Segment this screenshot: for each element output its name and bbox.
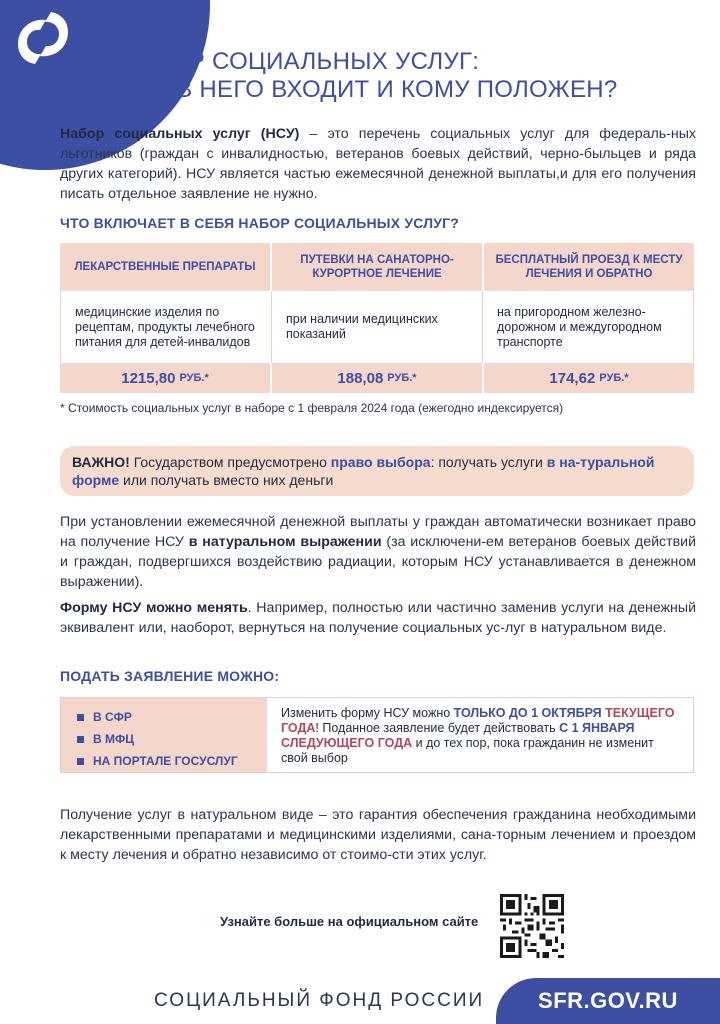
important-callout	[60, 446, 694, 496]
note-highlight-3: С 1 ЯНВАРЯ	[559, 721, 635, 735]
services-heading: ЧТО ВКЛЮЧАЕТ В СЕБЯ НАБОР СОЦИАЛЬНЫХ УСЛУГ?	[60, 215, 460, 231]
title-line-2: ЧТО В НЕГО ВХОДИТ И КОМУ ПОЛОЖЕН?	[120, 76, 618, 103]
apply-place-label: НА ПОРТАЛЕ ГОСУСЛУГ	[93, 754, 238, 768]
service-desc-sanatorium: при наличии медицинских показаний	[272, 291, 483, 363]
service-title-travel: БЕСПЛАТНЫЙ ПРОЕЗД К МЕСТУ ЛЕЧЕНИЯ И ОБРАТНО	[484, 243, 694, 291]
service-price-sanatorium	[272, 363, 484, 393]
square-bullet-icon	[77, 714, 84, 721]
qr-caption: Узнайте больше на официальном сайте	[220, 914, 479, 929]
note-text-3: и до тех пор, пока гражданин не изменит свой выбор	[281, 736, 654, 765]
service-title-drugs: ЛЕКАРСТВЕННЫЕ ПРЕПАРАТЫ	[60, 243, 272, 291]
note-text-2: ! Поданное заявление будет действовать	[315, 721, 560, 735]
apply-deadline-note	[267, 698, 693, 772]
apply-place-label: В МФЦ	[93, 732, 135, 746]
apply-place-gosuslugi	[77, 750, 267, 772]
para2-text-1: При установлении ежемесячной денежной выплаты у граждан автоматически возникает право на получение НСУ	[60, 514, 696, 550]
apply-place-sfr	[77, 706, 267, 728]
services-desc-row	[60, 291, 694, 363]
title-line-1: НАБОР СОЦИАЛЬНЫХ УСЛУГ:	[120, 48, 480, 75]
apply-heading: ПОДАТЬ ЗАЯВЛЕНИЕ МОЖНО:	[60, 668, 280, 684]
price-footnote: * Стоимость социальных услуг в наборе с 1 февраля 2024 года (ежегодно индексируется)	[60, 401, 564, 415]
price-unit: РУБ.*	[387, 372, 417, 384]
important-text-2: : получать услуги	[430, 454, 547, 470]
para3-text: . Например, полностью или частично заменив услуги на денежный эквивалент или, наоборот, вернуться на получение социальных ус-луг в натуральном виде.	[60, 600, 696, 636]
intro-paragraph	[60, 124, 696, 204]
price-value: 188,08	[337, 369, 384, 387]
change-form-paragraph	[60, 598, 696, 638]
sfr-logo	[10, 10, 76, 66]
page-title	[120, 48, 700, 104]
services-table	[60, 243, 694, 393]
service-desc-drugs: медицинские изделия по рецептам, продукты лечебного питания для детей-инвалидов	[61, 291, 272, 363]
apply-place-mfc	[77, 728, 267, 750]
footer-site-link[interactable]: SFR.GOV.RU	[496, 978, 720, 1024]
square-bullet-icon	[77, 758, 84, 765]
square-bullet-icon	[77, 736, 84, 743]
price-value: 174,62	[549, 369, 596, 387]
apply-place-label: В СФР	[93, 710, 132, 724]
price-unit: РУБ.*	[179, 372, 209, 384]
footer-org-name: СОЦИАЛЬНЫЙ ФОНД РОССИИ	[154, 990, 485, 1011]
para3-bold: Форму НСУ можно менять	[60, 600, 248, 616]
important-text-3: или получать вместо них деньги	[119, 472, 334, 488]
intro-term: Набор социальных услуг (НСУ)	[60, 126, 300, 142]
note-highlight-4: СЛЕДУЮЩЕГО ГОДА	[281, 736, 413, 750]
service-price-travel	[484, 363, 694, 393]
important-highlight-2: в на-туральной форме	[72, 454, 655, 488]
important-text-1: Государством предусмотрено	[129, 454, 331, 470]
guarantee-paragraph: Получение услуг в натуральном виде – это гарантия обеспечения гражданина необходимыми лекарственными препаратами и медицинскими изделиями, сана-торным лечением и проездом к месту лечения и обратно независимо от стоимо-сти этих услуг.	[60, 807, 696, 863]
important-label: ВАЖНО!	[72, 454, 130, 470]
services-header-row	[60, 243, 694, 291]
price-value: 1215,80	[121, 369, 176, 387]
important-highlight-1: право выбора	[330, 454, 431, 470]
para2-text-2: (за исключени-ем ветеранов боевых действий и граждан, подвергшихся воздействию радиации, которым НСУ устанавливается в денежном выражении).	[60, 534, 696, 590]
note-highlight-1: ТОЛЬКО ДО 1 ОКТЯБРЯ	[453, 706, 602, 720]
note-highlight-2: ТЕКУЩЕГО ГОДА	[281, 706, 675, 735]
natural-form-paragraph	[60, 512, 696, 592]
qr-code-icon[interactable]	[500, 894, 564, 958]
price-unit: РУБ.*	[599, 372, 629, 384]
para2-bold: в натуральном выражении	[188, 534, 382, 550]
apply-places-list	[61, 698, 267, 772]
services-price-row	[60, 363, 694, 393]
apply-box	[60, 697, 694, 773]
note-text-1: Изменить форму НСУ можно	[281, 706, 454, 720]
intro-text: – это перечень социальных услуг для федераль-ных льготников (граждан с инвалидностью, ветеранов боевых действий, черно-быльцев и ряда других категорий). НСУ является частью ежемесячной денежной выплаты,и для его получения писать отдельное заявление не нужно.	[60, 126, 696, 202]
service-title-sanatorium: ПУТЕВКИ НА САНАТОРНО-КУРОРТНОЕ ЛЕЧЕНИЕ	[272, 243, 484, 291]
service-price-drugs	[60, 363, 272, 393]
service-desc-travel: на пригородном железно-дорожном и междугородном транспорте	[497, 304, 662, 349]
